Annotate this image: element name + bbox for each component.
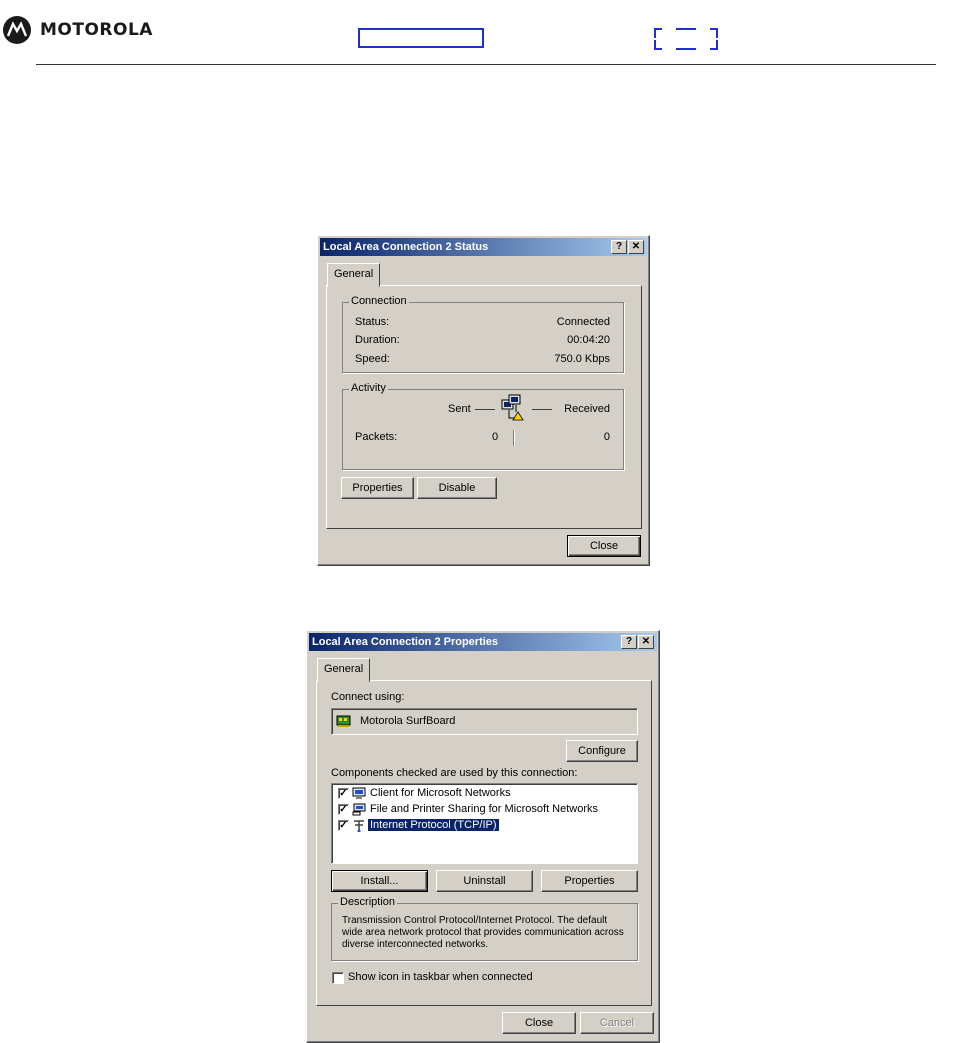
packets-sent-value: 0 bbox=[492, 431, 499, 443]
activity-group bbox=[342, 382, 624, 470]
help-button[interactable]: ? bbox=[621, 635, 637, 649]
status-dialog bbox=[317, 235, 650, 566]
help-button[interactable]: ? bbox=[611, 240, 627, 254]
speed-value: 750.0 Kbps bbox=[554, 353, 610, 365]
motorola-logo-icon bbox=[3, 16, 31, 44]
tab-general-label: General bbox=[334, 268, 374, 280]
packets-divider bbox=[513, 430, 514, 446]
tab-general[interactable] bbox=[317, 658, 370, 682]
component-properties-button[interactable]: Properties bbox=[541, 870, 638, 892]
components-list[interactable] bbox=[331, 783, 638, 864]
sent-label: Sent bbox=[448, 403, 471, 415]
nav-dashed-box[interactable] bbox=[654, 28, 718, 50]
properties-dialog bbox=[306, 630, 660, 1043]
status-close-button[interactable]: Close bbox=[567, 535, 641, 557]
network-activity-icon bbox=[499, 394, 531, 424]
packets-label: Packets: bbox=[355, 431, 398, 443]
connection-group-label: Connection bbox=[351, 295, 407, 307]
tab-general[interactable] bbox=[327, 263, 380, 287]
received-label: Received bbox=[564, 403, 610, 415]
properties-titlebar[interactable] bbox=[309, 633, 657, 651]
status-value: Connected bbox=[556, 316, 610, 328]
tcpip-checkbox[interactable]: ✓ bbox=[339, 820, 348, 831]
sharing-icon bbox=[352, 803, 366, 816]
description-text: Transmission Control Protocol/Internet Protocol. The default wide area network protocol that provides communication across diverse interconnected networks. bbox=[342, 915, 624, 950]
sharing-checkbox[interactable]: ✓ bbox=[339, 804, 348, 815]
components-label: Components checked are used by this connection: bbox=[331, 767, 578, 779]
client-icon bbox=[352, 787, 366, 800]
activity-group-label: Activity bbox=[351, 382, 386, 394]
sent-line bbox=[475, 409, 495, 410]
close-icon[interactable]: ✕ bbox=[628, 240, 644, 254]
disable-button[interactable]: Disable bbox=[417, 477, 497, 499]
packets-received-value: 0 bbox=[603, 431, 610, 443]
header-rule bbox=[36, 64, 936, 65]
adapter-field bbox=[331, 708, 638, 735]
client-label: Client for Microsoft Networks bbox=[370, 787, 511, 799]
description-label: Description bbox=[340, 896, 396, 908]
speed-name: Speed: bbox=[355, 353, 390, 365]
properties-button[interactable]: Properties bbox=[341, 477, 414, 499]
show-icon-label: Show icon in taskbar when connected bbox=[348, 971, 533, 983]
status-name: Status: bbox=[355, 316, 390, 328]
close-icon[interactable]: ✕ bbox=[638, 635, 654, 649]
status-titlebar[interactable] bbox=[320, 238, 647, 256]
brand-name: MOTOROLA bbox=[40, 20, 153, 40]
configure-button[interactable]: Configure bbox=[566, 740, 638, 762]
protocol-icon bbox=[352, 819, 366, 832]
connect-using-label: Connect using: bbox=[331, 691, 405, 703]
sharing-label: File and Printer Sharing for Microsoft Networks bbox=[370, 803, 599, 815]
show-icon-checkbox[interactable] bbox=[332, 972, 344, 984]
status-title: Local Area Connection 2 Status bbox=[323, 241, 489, 253]
cancel-button[interactable]: Cancel bbox=[580, 1012, 654, 1034]
duration-value: 00:04:20 bbox=[567, 334, 610, 346]
received-line bbox=[532, 409, 552, 410]
network-card-icon bbox=[336, 714, 352, 728]
properties-title: Local Area Connection 2 Properties bbox=[312, 636, 499, 648]
duration-name: Duration: bbox=[355, 334, 400, 346]
adapter-name: Motorola SurfBoard bbox=[360, 715, 456, 727]
install-button[interactable]: Install... bbox=[331, 870, 428, 892]
nav-link-box[interactable] bbox=[358, 28, 484, 48]
client-checkbox[interactable]: ✓ bbox=[339, 788, 348, 799]
tab-general-label: General bbox=[324, 663, 364, 675]
properties-close-button[interactable]: Close bbox=[502, 1012, 576, 1034]
uninstall-button[interactable]: Uninstall bbox=[436, 870, 533, 892]
tcpip-label: Internet Protocol (TCP/IP) bbox=[370, 819, 497, 831]
description-group bbox=[331, 896, 638, 961]
